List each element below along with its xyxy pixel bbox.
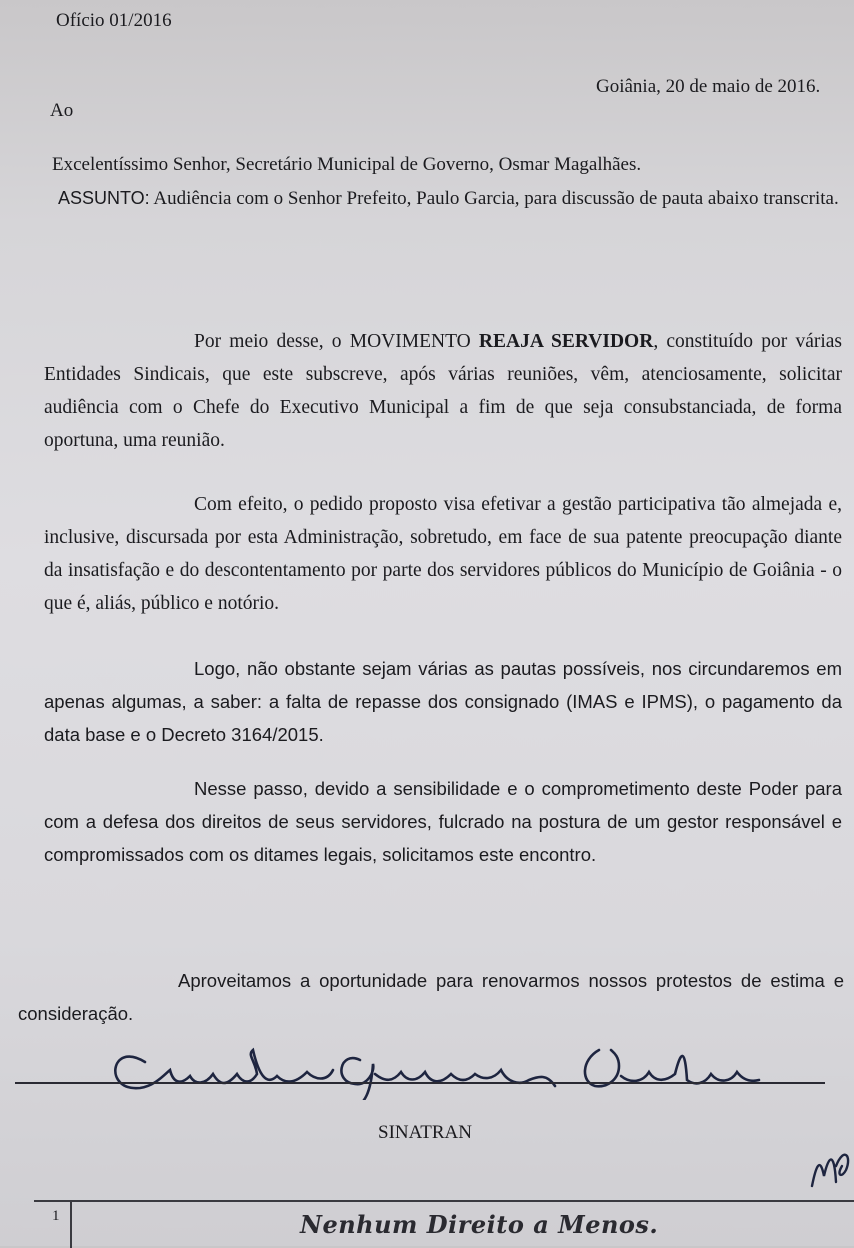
subject-label: ASSUNTO: <box>58 188 150 208</box>
signature-line <box>15 1082 825 1084</box>
paragraph-4: Nesse passo, devido a sensibilidade e o comprometimento deste Poder para com a defesa dos direitos de seus servidores, fulcrado na postura de um gestor responsável e compromissados com os ditames legais, solicitamos este encontro. <box>44 778 842 865</box>
signer-name: SINATRAN <box>378 1122 472 1143</box>
initials-mark <box>806 1136 854 1196</box>
addressee: Excelentíssimo Senhor, Secretário Municipal de Governo, Osmar Magalhães. <box>52 154 642 175</box>
place-date: Goiânia, 20 de maio de 2016. <box>596 76 821 97</box>
paragraph-2: Com efeito, o pedido proposto visa efetivar a gestão participativa tão almejada e, inclusive, discursada por esta Administração, sobretudo, em face de sua patente preocupação diante da insatisfação e do descontentamento por parte dos servidores públicos do Município de Goiânia - o que é, aliás, público e notório. <box>44 494 842 614</box>
movement-name: REAJA SERVIDOR <box>478 331 654 352</box>
subject-block <box>58 186 844 211</box>
paragraph-1-intro: Por meio desse, o MOVIMENTO <box>194 331 471 352</box>
footer-slogan: Nenhum Direito a Menos. <box>300 1210 659 1239</box>
handwritten-signature <box>15 1030 827 1100</box>
document-reference: Ofício 01/2016 <box>56 10 172 31</box>
footer-divider <box>70 1202 72 1248</box>
paragraph-1-rest: , constituído por várias Entidades Sindicais, que este subscreve, após várias reuniões, vêm, atenciosamente, solicitar audiência com o Chefe do Executivo Municipal a fim de que seja consubstanciada, de forma oportuna, uma reunião. <box>44 331 843 451</box>
paragraph-5: Aproveitamos a oportunidade para renovarmos nossos protestos de estima e consideração. <box>18 970 844 1024</box>
subject-text: Audiência com o Senhor Prefeito, Paulo Garcia, para discussão de pauta abaixo transcrita. <box>153 188 839 209</box>
paragraph-3: Logo, não obstante sejam várias as pautas possíveis, nos circundaremos em apenas algumas, a saber: a falta de repasse dos consignado (IMAS e IPMS), o pagamento da data base e o Decreto 3164/2015. <box>44 658 842 745</box>
paragraph-1 <box>44 325 842 457</box>
page-number: 1 <box>52 1208 60 1224</box>
salutation: Ao <box>50 100 74 121</box>
